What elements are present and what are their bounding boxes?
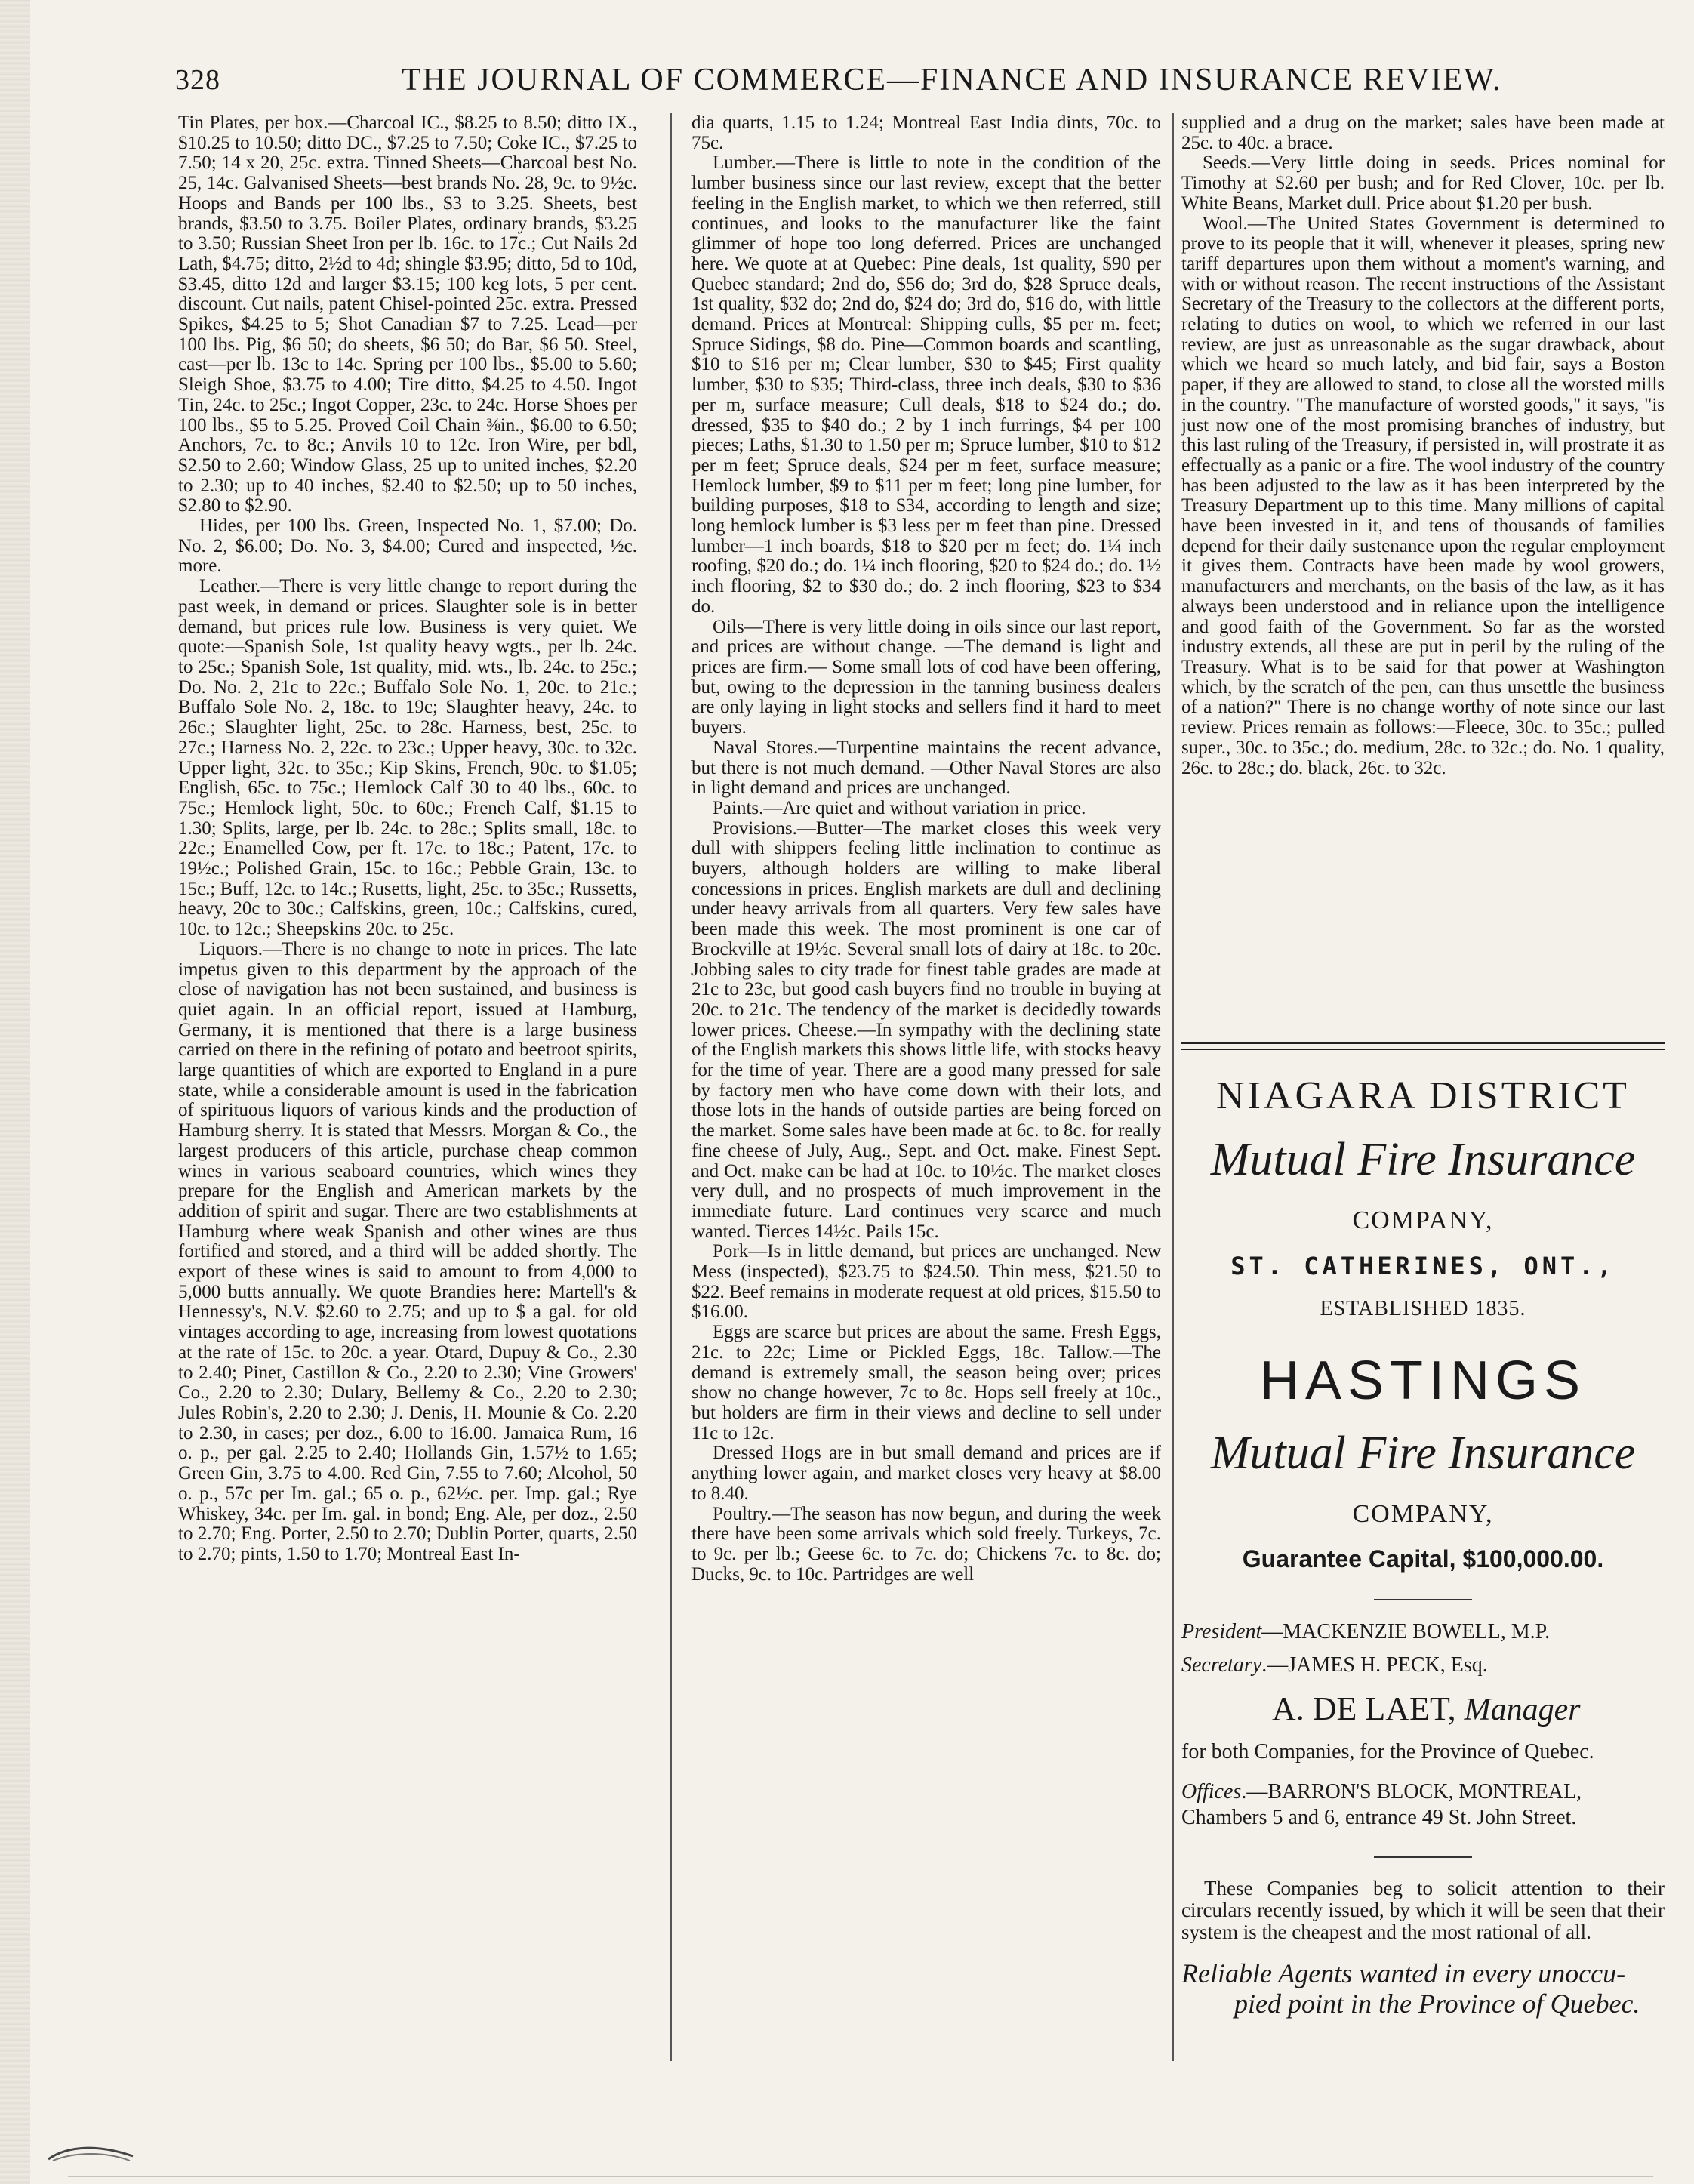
- offices-label: Offices: [1181, 1780, 1242, 1804]
- column-divider: [1172, 113, 1174, 2061]
- short-divider: [1374, 1856, 1472, 1858]
- leather-paragraph: Leather.—There is very little change to report during the past week, in demand or prices. Slaughter sole is in better demand, but prices rule low. Business is very quiet. We quote:—Spanish Sole, 1st quality heavy wgts., per lb. 24c. to 25c.; Spanish Sole, 1st quality, mid. wts., lb. 24c. to 25c.; Do. No. 2, 21c to 22c.; Buffalo Sole No. 1, 20c. to 21c.; Buffalo Sole No. 2, 18c. to 19c; Slaughter heavy, 24c. to 26c.; Slaughter light, 25c. to 28c. Harness, best, 25c. to 27c.; Harness No. 2, 22c. to 23c.; Upper heavy, 30c. to 32c. Upper light, 32c. to 35c.; Kip Skins, French, 90c. to $1.05; English, 65c. to 75c.; Hemlock Calf 30 to 40 lbs., 60c. to 75c.; Hemlock light, 50c. to 60c.; French Calf, $1.15 to 1.30; Splits, large, per lb. 24c. to 28c.; Splits small, 18c. to 22c.; Enamelled Cow, per ft. 17c. to 18c.; Patent, 17c. to 19½c.; Polished Grain, 15c. to 16c.; Pebble Grain, 13c. to 15c.; Buff, 12c. to 14c.; Rusetts, light, 25c. to 35c.; Russetts, heavy, 20c to 30c.; Calfskins, green, 10c.; Calfskins, cured, 10c. to 12c.; Sheepskins 20c. to 25c.: [178, 576, 637, 940]
- secretary-value: .—JAMES H. PECK, Esq.: [1261, 1653, 1488, 1677]
- column-divider: [670, 113, 672, 2061]
- page-header: [175, 59, 1661, 104]
- scan-gutter: [0, 0, 30, 2184]
- insurance-advertisement: [1181, 1057, 1665, 2019]
- agents-line-2: pied point in the Province of Quebec.: [1234, 1988, 1640, 2019]
- provisions-paragraph: Provisions.—Butter—The market closes this week very dull with shippers feeling little inclination to continue as buyers, although holders are willing to make liberal concessions in prices. English markets are dull and declining under heavy arrivals from all quarters. Very few sales have been made this week. The most prominent is one car of Brockville at 19½c. Several small lots of dairy at 18c. to 20c. Jobbing sales to city trade for finest table grades are made at 21c to 23c, but good cash buyers find no trouble in buying at 20c. to 21c. The tendency of the market is decidedly towards lower prices. Cheese.—In sympathy with the declining state of the English markets this shows little life, with stocks heavy for the time of year. There are a good many pressed for sale by factory men who have come down with their lots, and those lots in the hands of outside parties are being forced on the market. Some sales have been made at 6c. to 8c. for really fine cheese of July, Aug., Sept. and Oct. make. Finest Sept. and Oct. make can be had at 10c. to 10½c. The market closes very dull, and no prospects of much improvement in the immediate future. Lard continues very scarce and much wanted. Tierces 14½c. Pails 15c.: [691, 818, 1161, 1242]
- journal-title: THE JOURNAL OF COMMERCE—FINANCE AND INSURANCE REVIEW.: [402, 63, 1502, 97]
- secretary-line: [1181, 1653, 1665, 1677]
- wool-paragraph: Wool.—The United States Government is determined to prove to its people that it will, whenever it pleases, spring new tariff departures upon them without a moment's warning, and with or without reason. The recent instructions of the Assistant Secretary of the Treasury to the collectors at the different ports, relating to duties on wool, to which we referred in our last review, are just as unreasonable as the sugar drawback, about which we heard so much lately, and bid fair, says a Boston paper, if they are allowed to stand, to close all the worsted mills in the country. "The manufacture of worsted goods," it says, "is just now one of the most promising branches of industry, but this last ruling of the Treasury, if persisted in, will prostrate it as effectually as a panic or a fire. The wool industry of the country has been adjusted to the law as it has been interpreted by the Treasury Department up to this time. Many millions of capital have been invested in it, and tens of thousands of families depend for their daily sustenance upon the regular employment it gives them. Contracts have been made by wool growers, manufacturers and merchants, on the basis of the law, as it has always been understood and in reliance upon the intelligence and good faith of the Government. So far as the worsted industry extends, all these are put in peril by the ruling of the Treasury. What is to be said for that power at Washington which, by the scratch of the pen, can thus unsettle the business of a nation?" There is no change worthy of note since our last review. Prices remain as follows:—Fleece, 30c. to 35c.; pulled super., 30c. to 35c.; do. medium, 28c. to 32c.; do. No. 1 quality, 26c. to 28c.; do. black, 26c. to 32c.: [1181, 213, 1665, 778]
- hastings-capital: Guarantee Capital, $100,000.00.: [1242, 1545, 1604, 1573]
- page-number: 328: [175, 64, 220, 96]
- column-right: [1181, 113, 1665, 1019]
- column-left: [178, 113, 637, 2031]
- oils-paragraph: Oils—There is very little doing in oils since our last report, and prices are without change. —The demand is light and prices are firm.— Some small lots of cod have been offering, but, owing to the depression in the tanning business dealers are only laying in light stocks and sellers find it hard to meet buyers.: [691, 616, 1161, 738]
- niagara-subtitle: Mutual Fire Insurance: [1210, 1134, 1636, 1185]
- president-line: [1181, 1620, 1665, 1644]
- president-label: President: [1181, 1620, 1262, 1643]
- hastings-subtitle: Mutual Fire Insurance: [1210, 1428, 1636, 1479]
- agents-line-1: Reliable Agents wanted in every unoccu-: [1181, 1958, 1626, 1988]
- poultry-continuation: supplied and a drug on the market; sales have been made at 25c. to 40c. a brace.: [1181, 113, 1665, 153]
- liquors-continuation: dia quarts, 1.15 to 1.24; Montreal East India dints, 70c. to 75c.: [691, 113, 1161, 153]
- naval-stores-paragraph: Naval Stores.—Turpentine maintains the recent advance, but there is not much demand. —Other Naval Stores are also in light demand and prices are unchanged.: [691, 737, 1161, 799]
- hides-paragraph: Hides, per 100 lbs. Green, Inspected No. 1, $7.00; Do. No. 2, $6.00; Do. No. 3, $4.00; Cured and inspected, ½c. more.: [178, 516, 637, 577]
- column-middle: [691, 113, 1161, 2031]
- liquors-paragraph: Liquors.—There is no change to note in prices. The late impetus given to this department by the approach of the close of navigation has not been sustained, and business is quiet again. In an official report, issued at Hamburg, Germany, it is mentioned that there is a large business carried on there in the refining of potato and beetroot spirits, large quantities of which are exported to England in a pure state, while a considerable amount is used in the fabrication of spirituous liquors of various kinds and the production of Hamburg sherry. It is stated that Messrs. Morgan & Co., the largest producers of this article, purchase cheap common wines in various seaboard countries, which wines they prepare for the English and American markets by the addition of spirit and sugar. There are two establishments at Hamburg where weak Spanish and other wines are thus fortified and stored, and a third will be added shortly. The export of these wines is said to amount to from 4,000 to 5,000 butts annually. We quote Brandies here: Martell's & Hennessy's, N.V. $2.60 to 2.75; and up to $ a gal. for old vintages according to age, increasing from lowest quotations at the rate of 15c. to 20c. a year. Otard, Dupuy & Co., 2.30 to 2.40; Pinet, Castillon & Co., 2.20 to 2.30; Vine Growers' Co., 2.20 to 2.30; Dulary, Bellemy & Co., 2.20 to 2.30; Jules Robin's, 2.20 to 2.30; J. Denis, H. Mounie & Co. 2.20 to 2.30, in cases; per doz., 6.00 to 16.00. Jamaica Rum, 16 o. p., per gal. 2.25 to 2.40; Hollands Gin, 1.57½ to 1.65; Green Gin, 3.75 to 4.00. Red Gin, 7.55 to 7.60; Alcohol, 50 o. p., 57c per Im. gal.; 65 o. p., 62½c. per. Imp. gal.; Rye Whiskey, 34c. per Im. gal. in bond; Eng. Ale, per doz., 2.50 to 2.70; Eng. Porter, 2.50 to 2.70; Dublin Porter, quarts, 2.50 to 2.70; pints, 1.50 to 1.70; Montreal East In-: [178, 938, 637, 1564]
- pork-paragraph: Pork—Is in little demand, but prices are unchanged. New Mess (inspected), $23.75 to $24.50. Thin mess, $21.50 to $22. Beef remains in moderate request at old prices, $15.50 to $16.00.: [691, 1241, 1161, 1323]
- niagara-title: NIAGARA DISTRICT: [1216, 1074, 1630, 1117]
- niagara-established: ESTABLISHED 1835.: [1320, 1297, 1526, 1320]
- notice-paragraph: These Companies beg to solicit attention to their circulars recently issued, by which it will be seen that their system is the cheapest and the most rational of all.: [1181, 1877, 1665, 1943]
- short-divider: [1374, 1599, 1472, 1600]
- president-value: —MACKENZIE BOWELL, M.P.: [1261, 1620, 1551, 1643]
- scan-edge: [68, 2176, 1653, 2177]
- poultry-paragraph: Poultry.—The season has now begun, and during the week there have been some arrivals which sold freely. Turkeys, 7c. to 9c. per lb.; Geese 6c. to 7c. do; Chickens 7c. to 8c. do; Ducks, 9c. to 10c. Partridges are well: [691, 1503, 1161, 1585]
- manager-name: A. DE LAET,: [1272, 1690, 1456, 1727]
- scan-mark-icon: [45, 2141, 136, 2164]
- seeds-paragraph: Seeds.—Very little doing in seeds. Prices nominal for Timothy at $2.60 per bush; and for Red Clover, 10c. per lb. White Beans, Market dull. Price about $1.20 per bush.: [1181, 152, 1665, 214]
- offices-value: .—BARRON'S BLOCK, MONTREAL, Chambers 5 and 6, entrance 49 St. John Street.: [1181, 1780, 1582, 1829]
- dressed-hogs-paragraph: Dressed Hogs are in but small demand and prices are if anything lower again, and market closes very heavy at $8.00 to 8.40.: [691, 1443, 1161, 1504]
- hastings-company: COMPANY,: [1352, 1500, 1494, 1528]
- agents-wanted: [1181, 1958, 1665, 2019]
- hastings-title: HASTINGS: [1259, 1351, 1587, 1411]
- lumber-paragraph: Lumber.—There is little to note in the condition of the lumber business since our last review, except that the better feeling in the English market, to which we then referred, still continues, and looks to the manufacturer like the faint glimmer of hope too long deferred. Prices are unchanged here. We quote at at Quebec: Pine deals, 1st quality, $90 per Quebec standard; 2nd do, $56 do; 3rd do, $28 Spruce deals, 1st quality, $32 do; 2nd do, $24 do; 3rd do, $16 do, with little demand. Prices at Montreal: Shipping culls, $5 per m. feet; Spruce Sidings, $8 do. Pine—Common boards and scantling, $10 to $16 per m; Clear lumber, $30 to $45; First quality lumber, $30 to $35; Third-class, three inch deals, $30 to $36 per m, surface measure; Cull deals, $18 to $24 do.; do. dressed, $35 to $40 do.; 2 by 1 inch furrings, $4 per 100 pieces; Laths, $1.30 to 1.50 per m; Spruce lumber, $10 to $12 per m feet; Spruce deals, $24 per m feet, surface measure; Hemlock lumber, $9 to $11 per m feet; long pine lumber, for building purposes, $18 to $34, according to length and size; long hemlock lumber is $3 less per m feet than pine. Dressed lumber—1 inch boards, $18 to $20 per m feet; do. 1¼ inch roofing, $20 do.; do. 1¼ inch flooring, $20 to $24 do.; do. 1½ inch flooring, $2 to $30 do.; do. 2 inch flooring, $23 to $34 do.: [691, 152, 1161, 617]
- manager-line: [1272, 1690, 1665, 1728]
- tin-plates-paragraph: Tin Plates, per box.—Charcoal IC., $8.25 to 8.50; ditto IX., $10.25 to 10.50; ditto DC., $7.25 to 7.50; Coke IC., $7.25 to 7.50; 14 x 20, 25c. extra. Tinned Sheets—Charcoal best No. 25, 14c. Galvanised Sheets—best brands No. 28, 9c. to 9½c. Hoops and Bands per 100 lbs., $3 to 3.25. Sheets, best brands, $3.50 to 3.75. Boiler Plates, ordinary brands, $3.25 to 3.50; Russian Sheet Iron per lb. 16c. to 17c.; Cut Nails 2d Lath, $4.75; ditto, 2½d to 4d; shingle $3.95; ditto, 5d to 10d, $3.45, ditto 12d and larger $3.15; 100 keg lots, 5 per cent. discount. Cut nails, patent Chisel-pointed 25c. extra. Pressed Spikes, $4.25 to 5; Shot Canadian $7 to 7.25. Lead—per 100 lbs. Pig, $6 50; do sheets, $6 50; do Bar, $6 50. Steel, cast—per lb. 13c to 14c. Spring per 100 lbs., $5.00 to 5.60; Sleigh Shoe, $3.75 to 4.00; Tire ditto, $4.25 to 4.50. Ingot Tin, 24c. to 25c.; Ingot Copper, 23c. to 24c. Horse Shoes per 100 lbs., $5 to 5.25. Proved Coil Chain ⅜in., $6.00 to 6.50; Anchors, 7c. to 8c.; Anvils 10 to 12c. Iron Wire, per bdl, $2.50 to 2.60; Window Glass, 25 up to united inches, $2.20 to 2.30; up to 40 inches, $2.40 to $2.50; up to 50 inches, $2.80 to $2.90.: [178, 113, 637, 516]
- secretary-label: Secretary: [1181, 1653, 1262, 1677]
- for-both-line: for both Companies, for the Province of Quebec.: [1181, 1740, 1594, 1764]
- advertisement-divider: [1181, 1042, 1665, 1050]
- paints-paragraph: Paints.—Are quiet and without variation in price.: [713, 797, 1086, 818]
- offices-line: [1181, 1779, 1665, 1831]
- niagara-location: ST. CATHERINES, ONT.,: [1230, 1252, 1615, 1280]
- eggs-paragraph: Eggs are scarce but prices are about the same. Fresh Eggs, 21c. to 22c; Lime or Pickled Eggs, 18c. Tallow.—The demand is extremely small, the season being over; prices show no change however, 7c to 8c. Hops sell freely at 10c., but holders are firm in their views and decline to sell under 11c to 12c.: [691, 1322, 1161, 1443]
- manager-title: Manager: [1464, 1693, 1581, 1727]
- niagara-company: COMPANY,: [1352, 1206, 1494, 1234]
